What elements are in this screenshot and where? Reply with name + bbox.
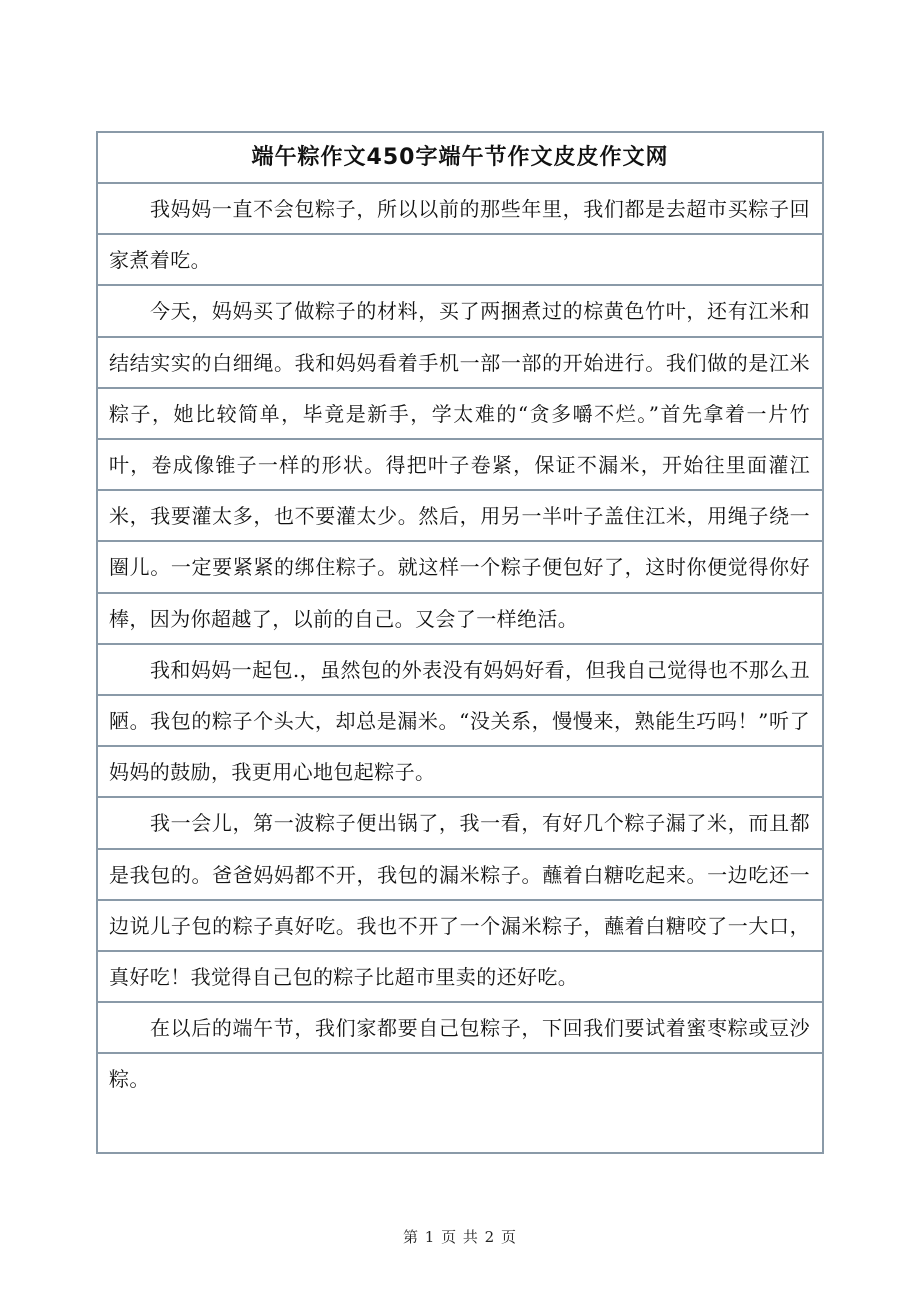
document-title: 端午粽作文450字端午节作文皮皮作文网: [98, 133, 822, 184]
paragraph: 今天，妈妈买了做粽子的材料，买了两捆煮过的棕黄色竹叶，还有江米和结结实实的白细绳。我和妈妈看着手机一部一部的开始进行。我们做的是江米粽子，她比较简单，毕竟是新手，学太难的“贪多嚼不烂。”首先拿着一片竹叶，卷成像锥子一样的形状。得把叶子卷紧，保证不漏米，开始往里面灌江米，我要灌太多，也不要灌太少。然后，用另一半叶子盖住江米，用绳子绕一圈儿。一定要紧紧的绑住粽子。就这样一个粽子便包好了，这时你便觉得你好棒，因为你超越了，以前的自己。又会了一样绝活。: [109, 299, 810, 631]
paragraph: 我一会儿，第一波粽子便出锅了，我一看，有好几个粽子漏了米，而且都是我包的。爸爸妈妈都不开，我包的漏米粽子。蘸着白糖吃起来。一边吃还一边说儿子包的粽子真好吃。我也不开了一个漏米粽子，蘸着白糖咬了一大口，真好吃！我觉得自己包的粽子比超市里卖的还好吃。: [109, 811, 810, 990]
paragraph: 我妈妈一直不会包粽子，所以以前的那些年里，我们都是去超市买粽子回家煮着吃。: [109, 197, 810, 273]
page-number: 第 1 页 共 2 页: [403, 1228, 517, 1246]
essay-body: [98, 184, 822, 1106]
essay-table: [96, 131, 824, 1154]
paragraph: 我和妈妈一起包.，虽然包的外表没有妈妈好看，但我自己觉得也不那么丑陋。我包的粽子个头大，却总是漏米。“没关系，慢慢来，熟能生巧吗！”听了妈妈的鼓励，我更用心地包起粽子。: [109, 657, 810, 785]
paragraph: 在以后的端午节，我们家都要自己包粽子，下回我们要试着蜜枣粽或豆沙粽。: [109, 1016, 810, 1092]
